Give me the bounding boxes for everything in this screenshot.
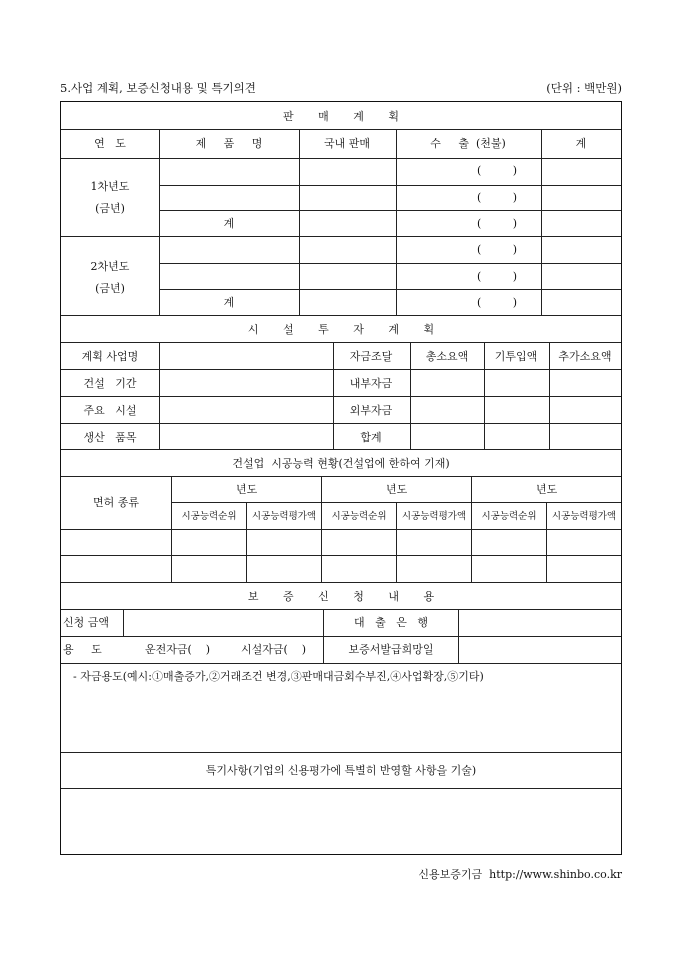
col-invested: 기투입액 xyxy=(494,350,538,363)
external-funds: 외부자금 xyxy=(349,404,393,417)
funds-total: 합계 xyxy=(360,431,382,444)
operating-funds: 운전자금( ) xyxy=(145,643,211,656)
export-paren: ( ) xyxy=(477,164,518,177)
year-label: 년도 xyxy=(386,483,408,496)
footer-org: 신용보증기금 xyxy=(418,868,483,881)
construction-title: 건설업 시공능력 현황(건설업에 한하여 기재) xyxy=(232,457,450,470)
year1-label: 1차년도 xyxy=(90,180,130,193)
application-form-table xyxy=(60,101,622,855)
export-paren: ( ) xyxy=(477,270,518,283)
year-label: 년도 xyxy=(536,483,558,496)
col-rank: 시공능력순위 xyxy=(181,511,237,522)
label-project: 계획 사업명 xyxy=(81,350,139,363)
col-required: 총소요액 xyxy=(425,350,469,363)
unit-label: (단위 : 백만원) xyxy=(546,81,622,95)
year1-subtotal: 계 xyxy=(223,217,235,230)
sales-plan-title: 판 매 계 획 xyxy=(283,110,399,123)
col-year: 연 도 xyxy=(94,137,126,150)
col-rank: 시공능력순위 xyxy=(331,511,387,522)
issue-date-label: 보증서발급희망일 xyxy=(348,643,434,656)
col-value: 시공능력평가액 xyxy=(251,511,317,522)
export-paren: ( ) xyxy=(477,243,518,256)
license-type: 면허 종류 xyxy=(92,496,140,509)
footer-url[interactable]: http://www.shinbo.co.kr xyxy=(489,868,622,881)
use-label: 용 도 xyxy=(63,643,102,656)
col-total: 계 xyxy=(575,137,587,150)
col-product: 제 품 명 xyxy=(195,137,263,150)
footer xyxy=(418,866,622,882)
section-title: 5.사업 계획, 보증신청내용 및 특기의견 xyxy=(60,81,256,95)
year-label: 년도 xyxy=(236,483,258,496)
year2-current: (금년) xyxy=(95,282,125,295)
special-notes-title: 특기사항(기업의 신용평가에 특별히 반영할 사항을 기술) xyxy=(205,764,477,777)
year2-subtotal: 계 xyxy=(223,296,235,309)
col-additional: 추가소요액 xyxy=(558,350,612,363)
amount-label: 신청 금액 xyxy=(63,616,110,629)
export-paren: ( ) xyxy=(477,191,518,204)
label-products: 생산 품목 xyxy=(83,431,137,444)
year2-label: 2차년도 xyxy=(90,260,130,273)
guarantee-title: 보 증 신 청 내 용 xyxy=(247,590,435,603)
export-paren: ( ) xyxy=(477,217,518,230)
col-value: 시공능력평가액 xyxy=(551,511,617,522)
label-facility: 주요 시설 xyxy=(83,404,137,417)
export-paren: ( ) xyxy=(477,296,518,309)
label-period: 건설 기간 xyxy=(83,377,137,390)
facility-funds: 시설자금( ) xyxy=(241,643,307,656)
col-export: 수 출 (천불) xyxy=(430,137,506,150)
bank-label: 대 출 은 행 xyxy=(354,616,428,629)
year1-current: (금년) xyxy=(95,202,125,215)
col-domestic: 국내 판매 xyxy=(323,137,371,150)
fund-use-note: - 자금용도(예시:①매출증가,②거래조건 변경,③판매대금회수부진,④사업확장,⑤기타) xyxy=(73,670,484,683)
facility-plan-title: 시 설 투 자 계 획 xyxy=(247,323,435,336)
funding-head: 자금조달 xyxy=(349,350,393,363)
col-rank: 시공능력순위 xyxy=(481,511,537,522)
col-value: 시공능력평가액 xyxy=(401,511,467,522)
internal-funds: 내부자금 xyxy=(349,377,393,390)
